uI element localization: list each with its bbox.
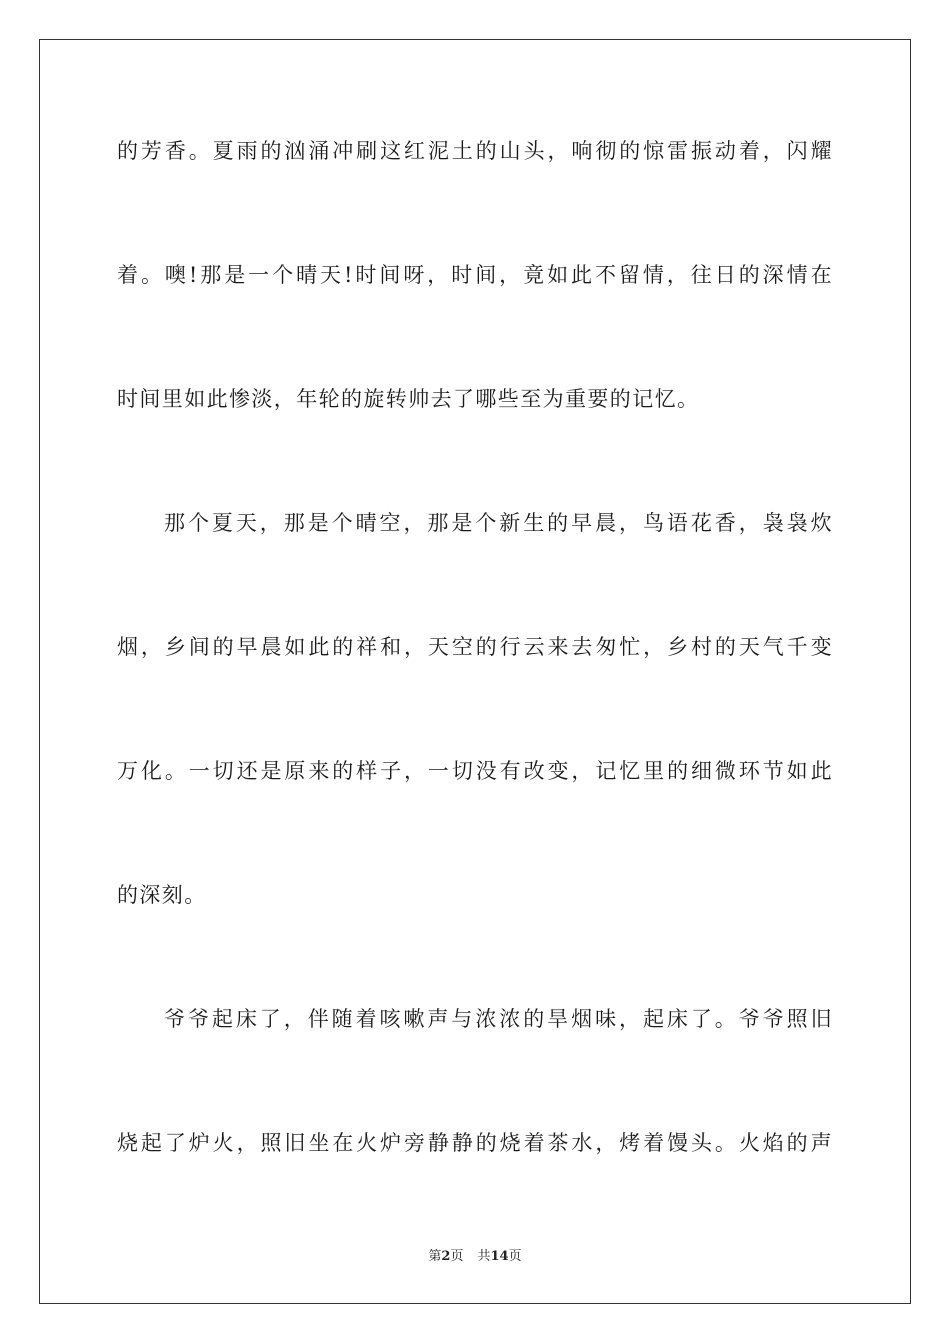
text-line-9: 烧起了炉火，照旧坐在火炉旁静静的烧着茶水，烤着馒头。火焰的声	[117, 1131, 833, 1155]
text-line-5: 烟，乡间的早晨如此的祥和，天空的行云来去匆忙，乡村的天气千变	[117, 635, 833, 659]
text-line-3: 时间里如此惨淡，年轮的旋转帅去了哪些至为重要的记忆。	[117, 387, 700, 411]
text-line-8: 爷爷起床了，伴随着咳嗽声与浓浓的旱烟味，起床了。爷爷照旧	[164, 1007, 833, 1031]
total-pages: 14	[490, 1249, 509, 1264]
text-line-1: 的芳香。夏雨的汹涌冲刷这红泥土的山头，响彻的惊雷振动着，闪耀	[117, 139, 833, 163]
text-line-2: 着。噢!那是一个晴天!时间呀，时间，竟如此不留情，往日的深情在	[117, 263, 833, 287]
page-number: 2	[441, 1249, 451, 1264]
text-line-6: 万化。一切还是原来的样子，一切没有改变，记忆里的细微环节如此	[117, 759, 833, 783]
text-line-7: 的深刻。	[117, 883, 207, 907]
page-prefix: 第	[428, 1249, 442, 1264]
page-suffix: 页	[450, 1249, 464, 1264]
page-border	[39, 39, 911, 1304]
page-footer	[0, 1248, 950, 1266]
text-line-4: 那个夏天，那是个晴空，那是个新生的早晨，鸟语花香，袅袅炊	[164, 511, 833, 535]
total-prefix: 共	[477, 1249, 491, 1264]
total-suffix: 页	[508, 1249, 522, 1264]
